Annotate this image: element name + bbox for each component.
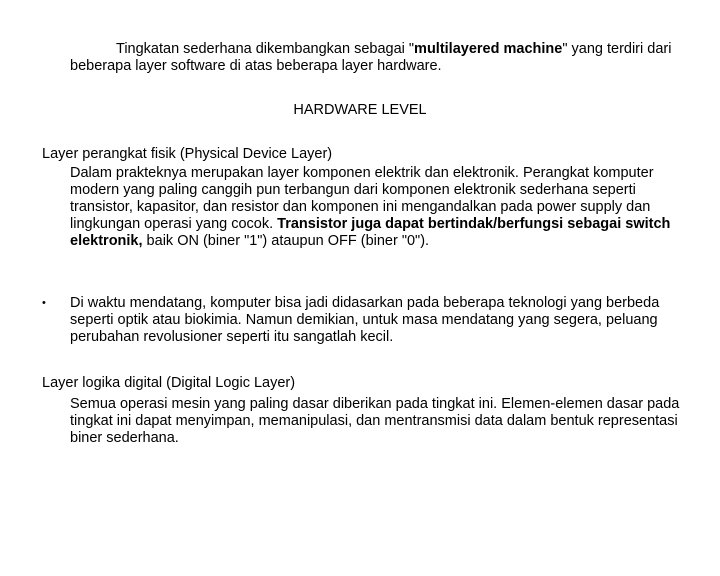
physical-body-bold: Transistor juga dapat bertindak/berfungsi sebagai switch elektronik, (70, 216, 671, 249)
bullet-marker: • (42, 297, 46, 309)
intro-part2: " yang terdiri dari beberapa layer software di atas beberapa layer hardware. (70, 41, 672, 74)
intro-text (70, 41, 680, 75)
physical-body-part2: baik ON (biner "1") ataupun OFF (biner "0"). (142, 233, 430, 249)
intro-part1: Tingkatan sederhana dikembangkan sebagai " (116, 41, 415, 57)
physical-layer-body (70, 165, 680, 250)
logic-layer-heading: Layer logika digital (Digital Logic Layer) (42, 375, 296, 391)
bullet-text: Di waktu mendatang, komputer bisa jadi didasarkan pada beberapa teknologi yang berbeda seperti optik atau biokimia. Namun demikian, untuk masa mendatang yang segera, peluang perubahan revolusioner seperti itu sangatlah kecil. (70, 295, 660, 345)
intro-paragraph (70, 41, 680, 75)
logic-layer-body: Semua operasi mesin yang paling dasar diberikan pada tingkat ini. Elemen-elemen dasar pada tingkat ini dapat menyimpan, memanipulasi, dan mentransmisi data dalam bentuk representasi biner sederhana. (70, 396, 680, 446)
physical-layer-heading: Layer perangkat fisik (Physical Device Layer) (42, 146, 333, 162)
hardware-level-heading: HARDWARE LEVEL (293, 102, 427, 118)
intro-bold-term: multilayered machine (414, 41, 563, 57)
physical-body-part1: Dalam prakteknya merupakan layer komponen elektrik dan elektronik. Perangkat komputer modern yang paling canggih pun terbangun dari komponen elektronik sederhana seperti transistor, kapasitor, dan resistor dan komponen ini mengandalkan pada power supply dan lingkungan operasi yang cocok. (70, 165, 654, 232)
